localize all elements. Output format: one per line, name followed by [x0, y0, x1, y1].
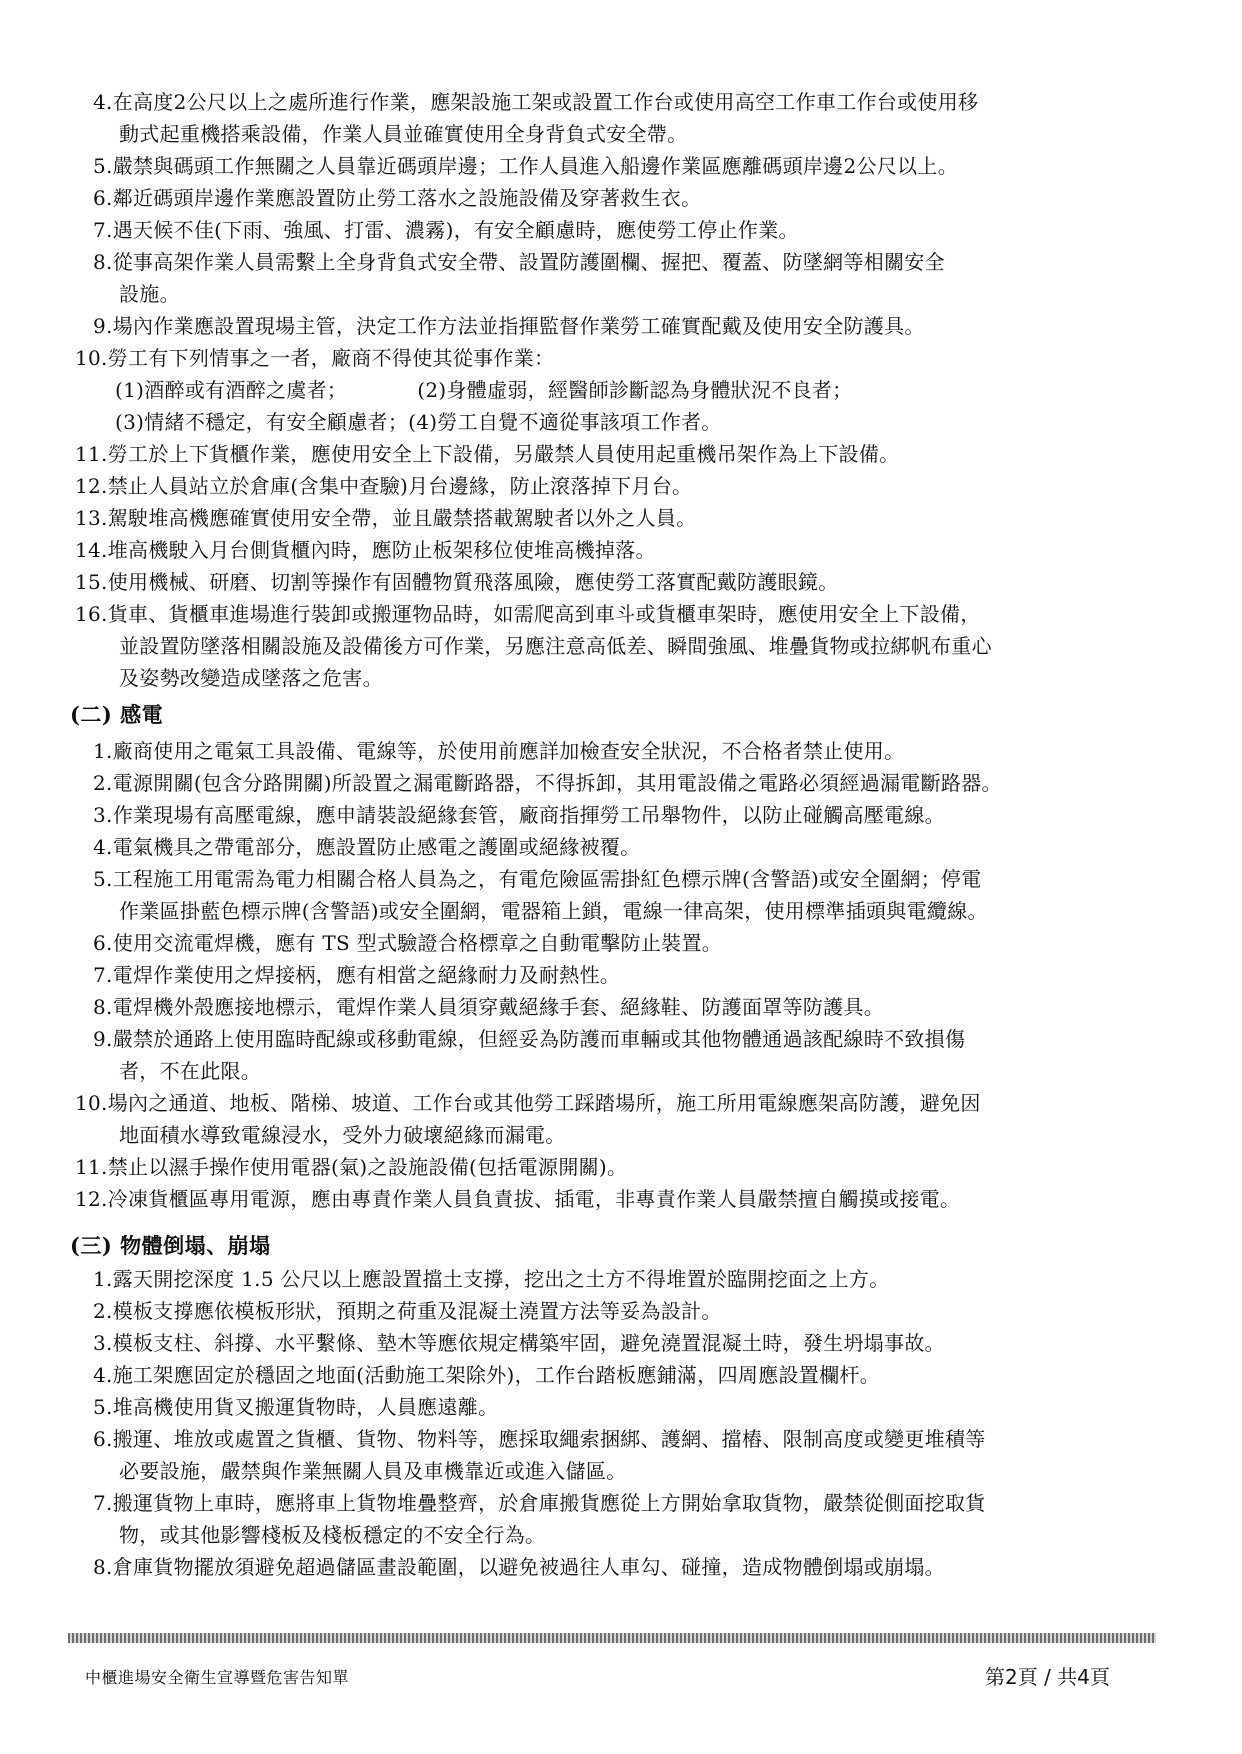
condition-line-1: (1)酒醉或有酒醉之虞者； (2)身體虛弱，經醫師診斷認為身體狀況不良者；	[115, 378, 853, 402]
electric-item-1: 1.廠商使用之電氣工具設備、電線等，於使用前應詳加檢查安全狀況，不合格者禁止使用。	[93, 739, 905, 763]
electric-item-2: 2.電源開關(包含分路開關)所設置之漏電斷路器，不得拆卸，其用電設備之電路必須經過漏電斷路器。	[93, 771, 1002, 795]
condition-line-2: (3)情緒不穩定，有安全顧慮者；(4)勞工自覺不適從事該項工作者。	[115, 410, 722, 434]
collapse-item-5: 5.堆高機使用貨叉搬運貨物時，人員應遠離。	[93, 1395, 499, 1419]
footer-divider	[68, 1633, 1156, 1643]
electric-item-10: 10.場內之通道、地板、階梯、坡道、工作台或其他勞工踩踏場所，施工所用電線應架高防護，避免因 地面積水導致電線浸水，受外力破壞絕緣而漏電。	[75, 1091, 981, 1147]
collapse-item-3: 3.模板支柱、斜撐、水平繫條、墊木等應依規定構築牢固，避免澆置混凝土時，發生坍塌事故。	[93, 1331, 945, 1355]
fall-item-10: 10.勞工有下列情事之一者，廠商不得使其從事作業：	[75, 346, 555, 370]
section-heading-collapse: (三) 物體倒塌、崩塌	[70, 1233, 271, 1258]
fall-item-12: 12.禁止人員站立於倉庫(含集中查驗)月台邊緣，防止滾落掉下月台。	[75, 474, 693, 498]
fall-item-14: 14.堆高機駛入月台側貨櫃內時，應防止板架移位使堆高機掉落。	[75, 538, 656, 562]
collapse-item-1: 1.露天開挖深度 1.5 公尺以上應設置擋土支撐，挖出之土方不得堆置於臨開挖面之上方。	[93, 1267, 890, 1291]
fall-item-8: 8.從事高架作業人員需繫上全身背負式安全帶、設置防護圍欄、握把、覆蓋、防墜網等相關安全 設施。	[93, 250, 945, 306]
electric-item-5: 5.工程施工用電需為電力相關合格人員為之，有電危險區需掛紅色標示牌(含警語)或安全圍網；停電 作業區掛藍色標示牌(含警語)或安全圍網，電器箱上鎖，電線一律高架，使用標準插頭與電纜線。	[93, 867, 988, 923]
collapse-item-4: 4.施工架應固定於穩固之地面(活動施工架除外)，工作台踏板應鋪滿，四周應設置欄杆。	[93, 1363, 880, 1387]
electric-item-7: 7.電焊作業使用之焊接柄，應有相當之絕緣耐力及耐熱性。	[93, 963, 621, 987]
fall-item-16: 16.貨車、貨櫃車進場進行裝卸或搬運物品時，如需爬高到車斗或貨櫃車架時，應使用安全上下設備， 並設置防墜落相關設施及設備後方可作業，另應注意高低差、瞬間強風、堆疊貨物或拉綁帆布重心 及姿勢改變造成墜落之危害。	[75, 602, 992, 690]
fall-item-13: 13.駕駛堆高機應確實使用安全帶，並且嚴禁搭載駕駛者以外之人員。	[75, 506, 697, 530]
page-number: 第2頁 / 共4頁	[985, 1665, 1110, 1689]
fall-item-4: 4.在高度2公尺以上之處所進行作業，應架設施工架或設置工作台或使用高空工作車工作台或使用移 動式起重機搭乘設備，作業人員並確實使用全身背負式安全帶。	[93, 90, 979, 146]
electric-item-6: 6.使用交流電焊機，應有 TS 型式驗證合格標章之自動電擊防止裝置。	[93, 931, 723, 955]
fall-item-11: 11.勞工於上下貨櫃作業，應使用安全上下設備，另嚴禁人員使用起重機吊架作為上下設備。	[75, 442, 900, 466]
electric-item-4: 4.電氣機具之帶電部分，應設置防止感電之護圍或絕緣被覆。	[93, 835, 641, 859]
collapse-item-2: 2.模板支撐應依模板形狀，預期之荷重及混凝土澆置方法等妥為設計。	[93, 1299, 722, 1323]
fall-item-6: 6.鄰近碼頭岸邊作業應設置防止勞工落水之設施設備及穿著救生衣。	[93, 186, 702, 210]
electric-item-8: 8.電焊機外殼應接地標示，電焊作業人員須穿戴絕緣手套、絕緣鞋、防護面罩等防護具。	[93, 995, 885, 1019]
collapse-item-6: 6.搬運、堆放或處置之貨櫃、貨物、物料等，應採取繩索捆綁、護網、擋樁、限制高度或變更堆積等 必要設施，嚴禁與作業無關人員及車機靠近或進入儲區。	[93, 1427, 986, 1483]
fall-item-15: 15.使用機械、研磨、切割等操作有固體物質飛落風險，應使勞工落實配戴防護眼鏡。	[75, 570, 839, 594]
footer-title: 中櫃進場安全衛生宣導暨危害告知單	[85, 1668, 350, 1687]
electric-item-11: 11.禁止以濕手操作使用電器(氣)之設施設備(包括電源開關)。	[75, 1155, 628, 1179]
collapse-item-7: 7.搬運貨物上車時，應將車上貨物堆疊整齊，於倉庫搬貨應從上方開始拿取貨物，嚴禁從側面挖取貨 物，或其他影響棧板及棧板穩定的不安全行為。	[93, 1491, 986, 1547]
electric-item-12: 12.冷凍貨櫃區專用電源，應由專責作業人員負責拔、插電，非專責作業人員嚴禁擅自觸摸或接電。	[75, 1187, 961, 1211]
electric-item-3: 3.作業現場有高壓電線，應申請裝設絕緣套管，廠商指揮勞工吊舉物件，以防止碰觸高壓電線。	[93, 803, 945, 827]
fall-item-9: 9.場內作業應設置現場主管，決定工作方法並指揮監督作業勞工確實配戴及使用安全防護具。	[93, 314, 925, 338]
fall-item-7: 7.遇天候不佳(下雨、強風、打雷、濃霧)，有安全顧慮時，應使勞工停止作業。	[93, 218, 799, 242]
section-heading-electric: (二) 感電	[70, 702, 164, 727]
collapse-item-8: 8.倉庫貨物擺放須避免超過儲區畫設範圍，以避免被過往人車勾、碰撞，造成物體倒塌或崩塌。	[93, 1555, 945, 1579]
fall-item-5: 5.嚴禁與碼頭工作無關之人員靠近碼頭岸邊；工作人員進入船邊作業區應離碼頭岸邊2公尺以上。	[93, 154, 959, 178]
electric-item-9: 9.嚴禁於通路上使用臨時配線或移動電線，但經妥為防護而車輛或其他物體通過該配線時不致損傷 者，不在此限。	[93, 1027, 966, 1083]
